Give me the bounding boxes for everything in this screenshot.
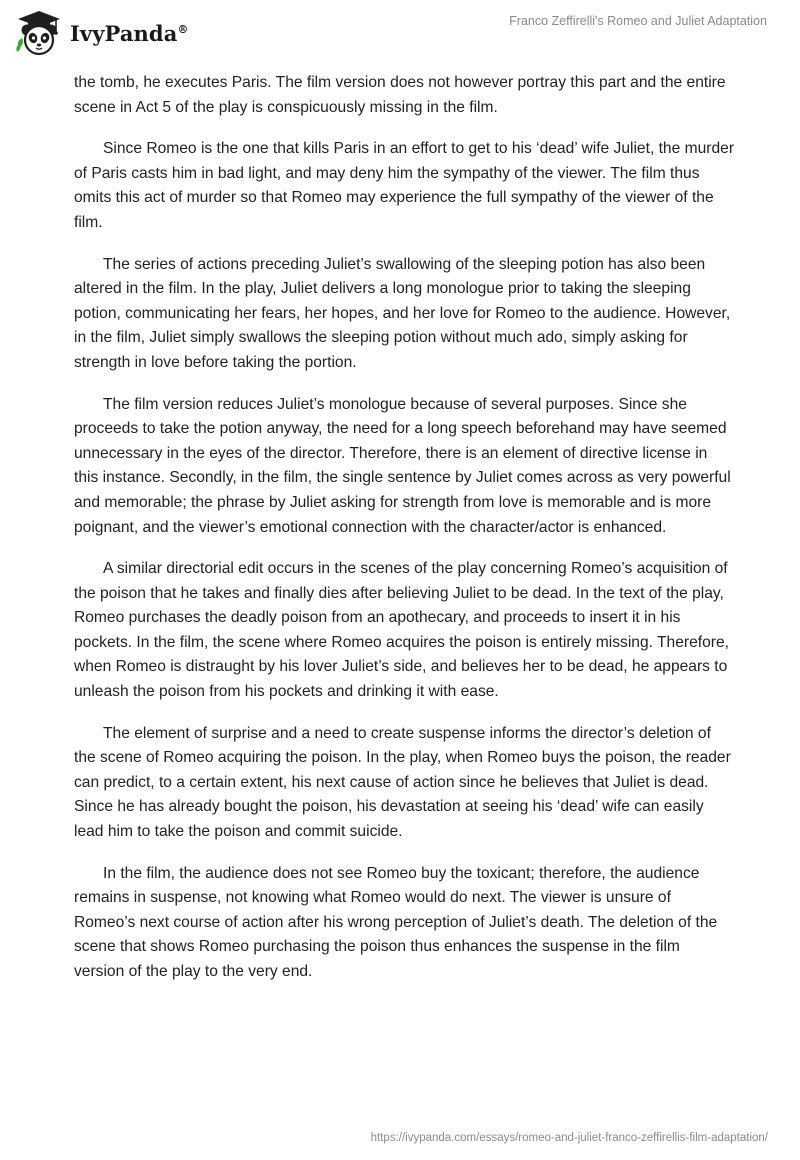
paragraph: The series of actions preceding Juliet’s swallowing of the sleeping potion has also been altered in the film. In the play, Juliet delivers a long monologue prior to taking the sleeping potion, communicating her fears, her hopes, and her love for Romeo to the audience. However, in the film, Juliet simply swallows the sleeping potion without much ado, simply asking for strength in love before taking the portion. (74, 255, 731, 371)
paragraph: Since Romeo is the one that kills Paris in an effort to get to his ‘dead’ wife Juliet, the murder of Paris casts him in bad light, and may deny him the sympathy of the viewer. The film thus omits this act of murder so that Romeo may experience the full sympathy of the viewer of the film. (74, 140, 735, 231)
paragraph: the tomb, he executes Paris. The film version does not however portray this part and the entire scene in Act 5 of the play is conspicuously missing in the film. (74, 74, 726, 116)
paragraph: A similar directorial edit occurs in the scenes of the play concerning Romeo’s acquisition of the poison that he takes and finally dies after believing Juliet to be dead. In the text of the play, Romeo purchases the deadly poison from an apothecary, and proceeds to insert it in his pockets. In the film, the scene where Romeo acquires the poison is entirely missing. Therefore, when Romeo is distraught by his lover Juliet’s side, and believes her to be dead, he appears to unleash the poison from his pockets and drinking it with ease. (74, 560, 729, 701)
source-url[interactable]: https://ivypanda.com/essays/romeo-and-juliet-franco-zeffirellis-film-adaptation/ (370, 1132, 768, 1144)
brand-name: IvyPanda® (70, 20, 189, 46)
paragraph: The film version reduces Juliet’s monologue because of several purposes. Since she proceeds to take the potion anyway, the need for a long speech beforehand may have seemed unnecessary in the eyes of the director. Therefore, there is an element of directive license in this instance. Secondly, in the film, the single sentence by Juliet comes across as very powerful and memorable; the phrase by Juliet asking for strength from love is memorable and is more poignant, and the viewer’s emotional connection with the character/actor is enhanced. (74, 395, 731, 536)
panda-graduate-icon (14, 8, 64, 58)
paragraph: In the film, the audience does not see Romeo buy the toxicant; therefore, the audience remains in suspense, not knowing what Romeo would do next. The viewer is unsure of Romeo’s next course of action after his wrong perception of Juliet’s death. The deletion of the scene that shows Romeo purchasing the poison thus enhances the suspense in the film version of the play to the very end. (74, 864, 718, 980)
brand-logo[interactable] (14, 8, 189, 58)
page-header (0, 0, 800, 70)
document-title: Franco Zeffirelli's Romeo and Juliet Adaptation (509, 14, 767, 28)
essay-body (74, 71, 734, 1002)
paragraph: The element of surprise and a need to create suspense informs the director’s deletion of the scene of Romeo acquiring the poison. In the play, when Romeo buys the poison, the reader can predict, to a certain extent, his next cause of action since he believes that Juliet is dead. Since he has already bought the poison, his devastation at seeing his ‘dead’ wife can easily lead him to take the poison and commit suicide. (74, 724, 731, 841)
